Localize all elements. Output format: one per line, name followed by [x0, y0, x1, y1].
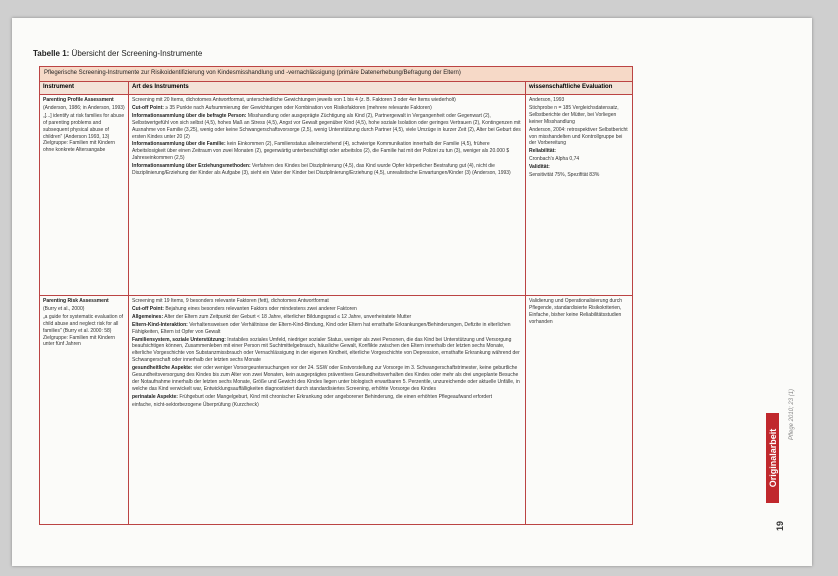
paragraph-term: Reliabilität:: [529, 148, 556, 155]
paragraph-text: Bejahung eines besonders relevanten Faktors oder mindestens zwei anderer Faktoren: [163, 305, 357, 312]
paragraph-text: kein Einkommen (2), Familienstatus alleinerziehend (4), schwierige Kommunikation innerhalb der Familie (4,5), frühere Arbeitslosigkeit über einen Zeitraum von zwei Monaten (2), gegenwärtig unterbeschäftigt oder arbeitslos (2), die Familie hat mit der Polizei zu tun (3), weniger als 20.000 $ Jahreseinkommen (2,5): [132, 141, 510, 162]
paragraph-text: Validierung und Operationalisierung durch Pflegende, standardisierte Risikokriterien, Einfache, bisher keine Reliabilitätsstudien vorhanden: [529, 298, 623, 325]
paragraph-text: Screening mit 19 Items, 9 besonders relevante Faktoren (fett), dichotomes Antwortformat: [132, 298, 329, 304]
paragraph-term: perinatale Aspekte:: [132, 393, 178, 400]
cell-paragraph: [43, 306, 125, 313]
paragraph-text: Instabiles soziales Umfeld, niedriger sozialer Status, weniger als zwei Personen, die das Kind bei Unterstützung und Versorgung beaufsichtigen können, Zusammenleben mit einer Person mit Suchtmittelgebrauch, häusliche Gewalt, Konflikte zwischen den Eltern innerhalb der letzten sechs Monate, elterliche Vorgeschichte von Substanzmissbrauch oder Vernachlässigung in der eigenen Kindheit, elterliche Vorgeschichte von Depression, ernsthafte Erkrankung während der Schwangerschaft oder innerhalb der letzten sechs Monate: [132, 336, 520, 364]
paragraph-text: (Burry et al., 2000): [43, 305, 85, 312]
journal-text: Pflege 2010; 23 (1): [789, 388, 795, 440]
cell-paragraph: [132, 337, 522, 365]
cell-paragraph: [529, 172, 629, 179]
table-row: [40, 296, 632, 524]
paragraph-term: Validität:: [529, 164, 550, 171]
cell-type: [129, 296, 526, 524]
table-header-row: [40, 82, 632, 95]
paragraph-term: Familiensystem, soziale Unterstützung:: [132, 336, 226, 343]
header-evaluation: wissenschaftliche Evaluation: [529, 84, 613, 90]
paragraph-term: Cut-off Point:: [132, 305, 164, 312]
caption-text: Übersicht der Screening-Instrumente: [71, 49, 203, 58]
paragraph-term: Allgemeines:: [132, 313, 164, 320]
paragraph-term: Informationsammlung über die Familie:: [132, 141, 226, 148]
cell-paragraph: [529, 164, 629, 171]
paragraph-term: Parenting Profile Assessment: [43, 97, 114, 103]
paragraph-text: ≥ 35 Punkte nach Aufsummierung der Gewichtungen oder Kombination von Risikofaktoren (mehrere relevante Faktoren): [163, 104, 432, 111]
section-tab-label: Originalarbeit: [767, 428, 778, 488]
cell-paragraph: [529, 97, 629, 104]
table-caption: [33, 49, 202, 58]
caption-label: Tabelle 1:: [33, 49, 70, 58]
paragraph-term: Cut-off Point:: [132, 104, 164, 111]
cell-instrument: [40, 296, 129, 524]
paragraph-text: (Anderson, 1986; in Anderson, 1993): [43, 104, 125, 111]
header-type: Art des Instruments: [129, 82, 526, 94]
cell-paragraph: [132, 306, 522, 313]
cell-paragraph: [529, 148, 629, 155]
paragraph-text: „[...] identify at risk families for abuse of parenting problems and subsequent physical abuse of children" (Anderson 1993, 13) Zielgruppe: Familien mit Kindern ohne konkrete Altersangabe: [43, 112, 125, 154]
cell-paragraph: [132, 141, 522, 162]
cell-paragraph: [132, 394, 522, 401]
cell-instrument: [40, 95, 129, 295]
paragraph-text: Anderson, 1993: [529, 97, 565, 103]
cell-paragraph: [43, 298, 125, 305]
section-tab: [766, 413, 779, 503]
cell-paragraph: [132, 314, 522, 321]
table-banner: Pflegerische Screening-Instrumente zur Risikoidentifizierung von Kindesmisshandlung und -vernachlässigung (primäre Datenerhebung/Befragung der Eltern): [40, 67, 632, 82]
paragraph-text: Frühgeburt oder Mangelgeburt, Kind mit chronischer Erkrankung oder angeborener Behinderung, die einen erhöhten Pflegeaufwand erfordert: [177, 393, 493, 400]
paragraph-text: Alter der Eltern zum Zeitpunkt der Geburt < 18 Jahre, elterlicher Bildungsgrad ≤ 12 Jahre, unverheiratete Mutter: [163, 313, 412, 320]
cell-paragraph: [43, 105, 125, 112]
cell-evaluation: [526, 95, 632, 295]
cell-paragraph: [132, 163, 522, 177]
cell-paragraph: [132, 298, 522, 305]
paragraph-text: Sensitivität 75%, Spezifität 83%: [529, 172, 600, 179]
paragraph-text: vier oder weniger Vorsorgeuntersuchungen vor der 24. SSW oder Erstvorstellung zur Vorsorge im 3. Schwangerschaftstrimester, keine geburtliche Gesundheitsversorgung des Kindes bis zum Alter von zwei Monaten, kein ausgeprägtes präventives Gesundheitsverhalten des Kindes oder mehr als drei ungeplante Besuche der Notaufnahme innerhalb der letzten sechs Monate, Größe und Gewicht des Kindes liegen unter biologisch erwartbaren 5. Perzentile, unzureichende oder aktuelle Unfälle, in welche das Kind verwickelt war, Entwicklungsauffälligkeiten diagnostiziert durch standardisiertes Screening, erhöhte Vorsorge des Kindes: [132, 365, 520, 392]
cell-paragraph: [132, 402, 522, 409]
paragraph-text: Misshandlung oder ausgeprägte Züchtigung als Kind (2), Partnergewalt in Vergangenheit oder Gegenwart (2), Selbstwertgefühl von sich selbst (4,5), hohes Maß an Stress (4,5), Angst vor Gewalt gegenüber Kind (4,5), hohe soziale Isolation oder geringes Vertrauen (2), Kontingenzen mit Ausnahme von Familie (3,25), wenig oder keine Schwangerschaftsvorsorge (2,5), wenig Unterstützung durch Partner (4,5), viele Umzüge in kurzer Zeit (2), Alter bei Geburt des ersten Kindes unter 20 (2): [132, 112, 521, 140]
cell-paragraph: [132, 97, 522, 104]
cell-paragraph: [529, 156, 629, 163]
cell-evaluation: [526, 296, 632, 524]
cell-paragraph: [529, 298, 629, 326]
paragraph-text: Cronbach's Alpha 0,74: [529, 156, 580, 163]
cell-type: [129, 95, 526, 295]
paragraph-text: Stichprobe n = 185 Vergleichsdatensatz, Selbstberichte der Mütter, bei Vorliegen keiner Misshandlung: [529, 104, 619, 125]
paragraph-text: Verfahren des Kindes bei Disziplinierung (4,5), das Kind wurde Opfer körperlicher Bestrafung gut (4), nicht die Disziplinierung/Erziehung der Kinder als Aufgabe (3), sieht ein Vater der Kinder bei Disziplinierung/Erziehung (4,5), unrealistische Erwartungen/Kinder (3) (Anderson, 1993): [132, 163, 511, 177]
cell-paragraph: [43, 97, 125, 104]
cell-paragraph: [132, 113, 522, 141]
paragraph-term: Parenting Risk Assessment: [43, 298, 109, 304]
cell-paragraph: [132, 365, 522, 393]
header-instrument: Instrument: [40, 82, 129, 94]
paragraph-text: Screening mit 20 Items, dichotomes Antwortformat, unterschiedliche Gewichtungen jeweils von 1 bis 4 (z. B. Faktoren 3 oder 4er Items wiederholt): [132, 97, 456, 103]
paragraph-text: Anderson, 2004: retrospektiver Selbstbericht von misshandelten und Kontrollgruppe bei der Vorbereitung: [529, 126, 628, 147]
cell-paragraph: [529, 105, 629, 126]
page-number: [775, 521, 785, 531]
paragraph-term: Informationsammlung über die befragte Person:: [132, 112, 247, 119]
cell-paragraph: [132, 105, 522, 112]
cell-paragraph: [529, 127, 629, 148]
table-row: [40, 95, 632, 296]
paragraph-text: einfache, nicht-sektorbezogene Überprüfung (Kurzcheck): [132, 401, 259, 408]
page-number-text: 19: [775, 520, 786, 532]
paragraph-text: Verhaltensweisen oder Verhältnisse der Eltern-Kind-Bindung, Kind oder Eltern hat ernsthafte Erkrankungen/Behinderungen, Defizite in elterlichen Fähigkeiten, Eltern ist Opfer von Gewalt: [132, 321, 511, 335]
cell-paragraph: [43, 113, 125, 154]
screening-table: [39, 66, 633, 525]
cell-paragraph: [132, 322, 522, 336]
paragraph-term: Eltern-Kind-Interaktion:: [132, 321, 188, 328]
paragraph-term: gesundheitliche Aspekte:: [132, 365, 193, 372]
paragraph-text: „a guide for systematic evaluation of child abuse and neglect risk for all families" (Burry et al. 2000: 58) Zielgruppe: Familien mit Kindern unter fünf Jahren: [43, 313, 124, 348]
paragraph-term: Informationsammlung über Erziehungsmethoden:: [132, 163, 251, 170]
cell-paragraph: [43, 314, 125, 349]
